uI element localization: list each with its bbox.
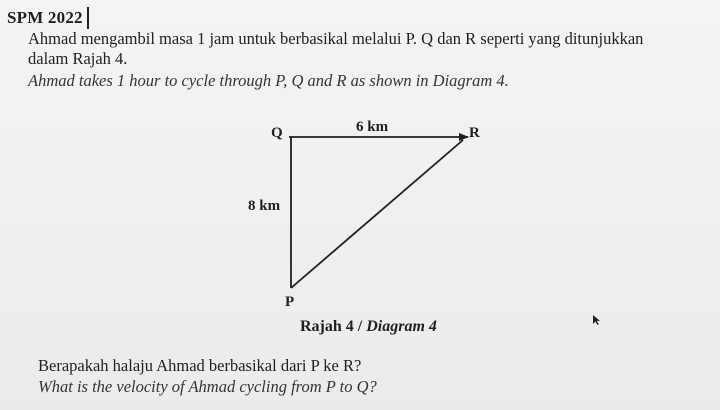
diagram-caption xyxy=(300,318,437,336)
question-english: What is the velocity of Ahmad cycling from P to Q? xyxy=(38,377,377,396)
intro-english: Ahmad takes 1 hour to cycle through P, Q and R as shown in Diagram 4. xyxy=(28,71,509,90)
caption-malay: Rajah 4 / xyxy=(300,318,367,335)
intro-malay-line-1: Ahmad mengambil masa 1 jam untuk berbasikal melalui P. Q dan R seperti yang ditunjukkan xyxy=(28,29,644,48)
side-qr-length: 6 km xyxy=(356,119,389,135)
side-pq-length: 8 km xyxy=(248,198,281,214)
point-r-label: R xyxy=(469,125,480,141)
side-p-to-r xyxy=(291,140,463,288)
point-p-label: P xyxy=(285,294,295,310)
exam-tag: SPM 2022 xyxy=(7,8,83,27)
point-q-label: Q xyxy=(271,125,283,141)
caption-english: Diagram 4 xyxy=(366,318,437,335)
question-malay: Berapakah halaju Ahmad berbasikal dari P ke R? xyxy=(38,356,362,375)
mouse-pointer-icon xyxy=(592,314,602,326)
intro-malay-line-2: dalam Rajah 4. xyxy=(28,49,128,68)
